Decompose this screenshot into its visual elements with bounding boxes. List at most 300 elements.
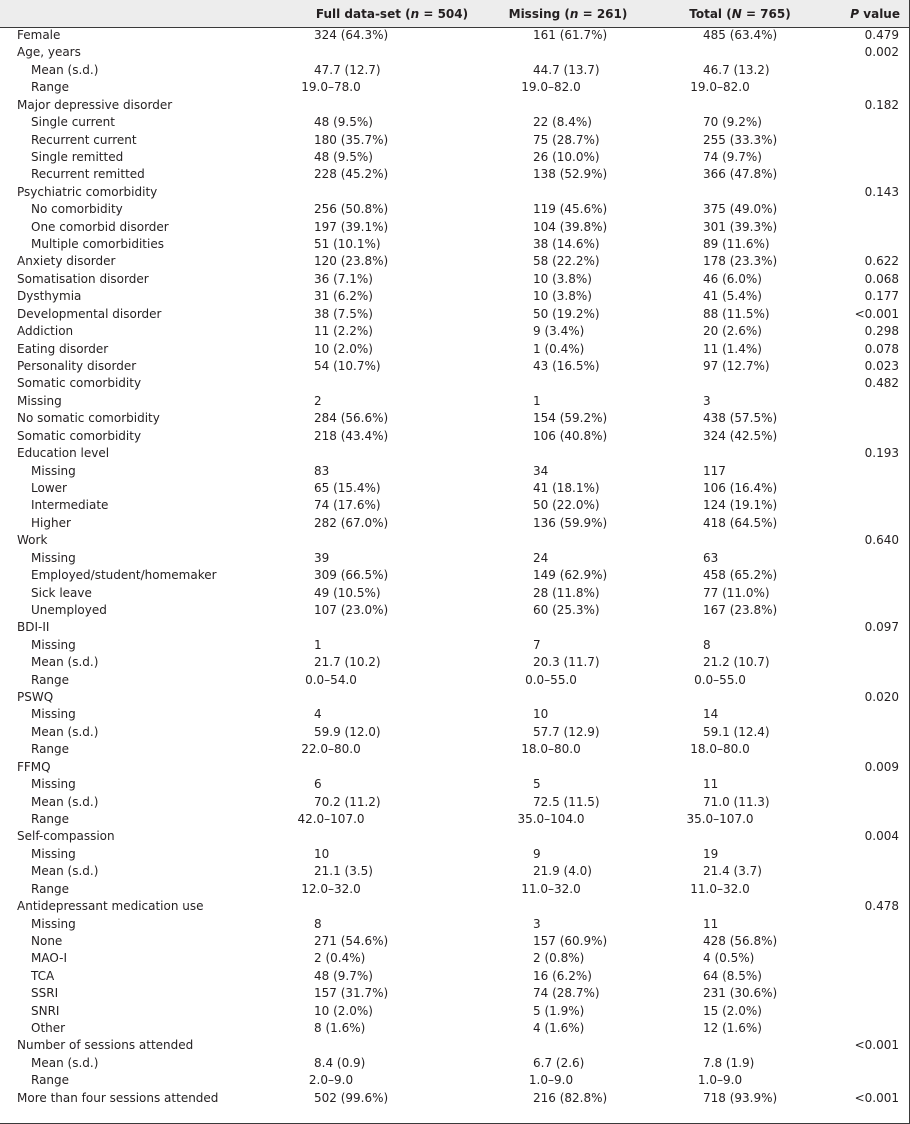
cell-missing: 75 (28.7%) [533,132,600,147]
cell-total: 97 (12.7%) [703,359,770,374]
cell-p-value: 0.182 [864,97,899,112]
cell-full-dataset: 10 (2.0%) [314,341,373,356]
cell-missing: 28 (11.8%) [533,585,600,600]
row-label: Somatic comorbidity [17,428,142,443]
row-label: Anxiety disorder [17,254,116,269]
cell-total: 117 [703,463,726,478]
cell-missing: 3 [533,916,541,931]
row-label: No somatic comorbidity [17,411,160,426]
row-label: No comorbidity [31,202,123,217]
row-label: Age, years [17,45,81,60]
table-row [0,1072,909,1089]
cell-full-dataset: 19.0–78.0 [301,80,361,95]
cell-total: 70 (9.2%) [703,115,762,130]
table-row [0,898,909,915]
table-row [0,184,909,201]
cell-p-value: 0.177 [864,289,899,304]
cell-total: 7.8 (1.9) [703,1055,755,1070]
cell-full-dataset: 65 (15.4%) [314,480,381,495]
table-row [0,794,909,811]
header-missing-suffix: = 261) [578,7,628,21]
cell-full-dataset: 48 (9.5%) [314,149,373,164]
row-label: Self-compassion [17,829,115,844]
row-label: Range [31,80,70,95]
cell-total: 89 (11.6%) [703,237,770,252]
cell-full-dataset: 0.0–54.0 [305,672,357,687]
cell-full-dataset: 8 (1.6%) [314,1021,366,1036]
cell-missing: 50 (22.0%) [533,498,600,513]
table-row [0,550,909,567]
table-row [0,219,909,236]
cell-p-value: 0.097 [864,620,899,635]
cell-full-dataset: 2 (0.4%) [314,951,366,966]
cell-full-dataset: 39 [314,550,330,565]
header-total-suffix: = 765) [741,7,791,21]
cell-total: 41 (5.4%) [703,289,762,304]
cell-total: 3 [703,393,711,408]
cell-missing: 44.7 (13.7) [533,62,600,77]
table-row [0,253,909,270]
cell-total: 11 (1.4%) [703,341,762,356]
table-row [0,759,909,776]
cell-missing: 136 (59.9%) [533,515,608,530]
cell-total: 15 (2.0%) [703,1003,762,1018]
cell-full-dataset: 8 [314,916,322,931]
cell-missing: 157 (60.9%) [533,933,608,948]
table-row [0,79,909,96]
table-row [0,1090,909,1107]
cell-missing: 154 (59.2%) [533,411,608,426]
cell-total: 63 [703,550,719,565]
table-row [0,1003,909,1020]
column-header-p-value [850,6,900,22]
row-label: Missing [31,916,76,931]
cell-missing: 34 [533,463,549,478]
table-row [0,585,909,602]
row-label: Missing [31,846,76,861]
cell-full-dataset: 31 (6.2%) [314,289,373,304]
cell-full-dataset: 12.0–32.0 [301,881,361,896]
table-row [0,776,909,793]
table-row [0,201,909,218]
cell-missing: 1 (0.4%) [533,341,585,356]
table-row [0,567,909,584]
cell-missing: 5 [533,777,541,792]
cell-total: 11 [703,916,719,931]
header-total-n-symbol: N [731,7,742,21]
header-missing-prefix: Missing ( [508,7,570,21]
cell-total: 74 (9.7%) [703,149,762,164]
row-label: Mean (s.d.) [31,724,99,739]
cell-full-dataset: 48 (9.7%) [314,968,373,983]
row-label: Major depressive disorder [17,97,173,112]
cell-missing: 1 [533,393,541,408]
table-header [0,0,909,27]
row-label: Single current [31,115,115,130]
cell-missing: 7 [533,637,541,652]
cell-missing: 50 (19.2%) [533,306,600,321]
row-label: Recurrent remitted [31,167,145,182]
row-label: FFMQ [17,759,51,774]
table-row [0,27,909,44]
row-label: Dysthymia [17,289,82,304]
cell-full-dataset: 70.2 (11.2) [314,794,381,809]
header-total-prefix: Total ( [689,7,732,21]
cell-full-dataset: 22.0–80.0 [301,742,361,757]
table-row [0,654,909,671]
table-row [0,358,909,375]
cell-p-value: 0.478 [864,899,899,914]
table-row [0,985,909,1002]
table-row [0,375,909,392]
cell-full-dataset: 2.0–9.0 [308,1073,354,1088]
cell-p-value: 0.078 [864,341,899,356]
cell-total: 324 (42.5%) [703,428,778,443]
row-label: Somatisation disorder [17,271,149,286]
cell-missing: 43 (16.5%) [533,359,600,374]
cell-missing: 58 (22.2%) [533,254,600,269]
table-row [0,428,909,445]
cell-full-dataset: 107 (23.0%) [314,602,389,617]
cell-full-dataset: 11 (2.2%) [314,324,373,339]
cell-p-value: 0.482 [864,376,899,391]
cell-full-dataset: 42.0–107.0 [297,811,365,826]
table-row [0,637,909,654]
row-label: Missing [17,393,62,408]
table-row [0,1020,909,1037]
cell-full-dataset: 284 (56.6%) [314,411,389,426]
cell-full-dataset: 218 (43.4%) [314,428,389,443]
cell-p-value: 0.020 [864,690,899,705]
cell-p-value: 0.479 [864,28,899,42]
cell-total: 19.0–82.0 [690,80,750,95]
table-row [0,689,909,706]
cell-total: 458 (65.2%) [703,568,778,583]
table-row [0,306,909,323]
table-row [0,445,909,462]
row-label: Antidepressant medication use [17,899,204,914]
row-label: Unemployed [31,602,107,617]
cell-missing: 35.0–104.0 [517,811,585,826]
row-label: Missing [31,550,76,565]
column-header-total [672,6,808,22]
cell-full-dataset: 54 (10.7%) [314,359,381,374]
cell-full-dataset: 502 (99.6%) [314,1090,389,1105]
row-label: One comorbid disorder [31,219,169,234]
row-label: Developmental disorder [17,306,162,321]
table-row [0,114,909,131]
table-row [0,515,909,532]
cell-p-value: <0.001 [854,1038,899,1053]
cell-missing: 106 (40.8%) [533,428,608,443]
cell-full-dataset: 180 (35.7%) [314,132,389,147]
cell-missing: 74 (28.7%) [533,986,600,1001]
cell-total: 167 (23.8%) [703,602,778,617]
header-full-suffix: = 504) [419,7,469,21]
cell-total: 106 (16.4%) [703,480,778,495]
cell-total: 0.0–55.0 [694,672,746,687]
cell-total: 8 [703,637,711,652]
row-label: Psychiatric comorbidity [17,184,158,199]
table-row [0,968,909,985]
row-label: Sick leave [31,585,92,600]
row-label: BDI-II [17,620,50,635]
cell-missing: 38 (14.6%) [533,237,600,252]
cell-p-value: 0.004 [864,829,899,844]
cell-total: 46.7 (13.2) [703,62,770,77]
table-row [0,132,909,149]
table-row [0,863,909,880]
cell-total: 428 (56.8%) [703,933,778,948]
table-row [0,323,909,340]
cell-p-value: 0.640 [864,533,899,548]
table-row [0,706,909,723]
cell-total: 46 (6.0%) [703,271,762,286]
cell-missing: 1.0–9.0 [528,1073,574,1088]
cell-missing: 19.0–82.0 [521,80,581,95]
row-label: Recurrent current [31,132,137,147]
cell-full-dataset: 197 (39.1%) [314,219,389,234]
cell-total: 178 (23.3%) [703,254,778,269]
cell-missing: 72.5 (11.5) [533,794,600,809]
table-row [0,846,909,863]
row-label: Missing [31,637,76,652]
table-row [0,828,909,845]
cell-missing: 21.9 (4.0) [533,864,592,879]
cell-full-dataset: 6 [314,777,322,792]
row-label: Other [31,1021,66,1036]
cell-total: 418 (64.5%) [703,515,778,530]
table-row [0,480,909,497]
table-row [0,672,909,689]
row-label: Eating disorder [17,341,109,356]
row-label: PSWQ [17,690,54,705]
cell-full-dataset: 120 (23.8%) [314,254,389,269]
table-row [0,288,909,305]
table-row [0,97,909,114]
row-label: Addiction [17,324,74,339]
table-row [0,881,909,898]
cell-total: 21.2 (10.7) [703,655,770,670]
cell-total: 11.0–32.0 [690,881,750,896]
cell-missing: 10 (3.8%) [533,271,592,286]
row-label: Intermediate [31,498,109,513]
row-label: Mean (s.d.) [31,62,99,77]
table-row [0,497,909,514]
cell-missing: 104 (39.8%) [533,219,608,234]
table-row [0,950,909,967]
table-row [0,602,909,619]
cell-total: 124 (19.1%) [703,498,778,513]
cell-p-value: 0.023 [864,359,899,374]
cell-total: 718 (93.9%) [703,1090,778,1105]
table-row [0,410,909,427]
cell-total: 64 (8.5%) [703,968,762,983]
cell-missing: 57.7 (12.9) [533,724,600,739]
cell-missing: 9 [533,846,541,861]
cell-p-value: <0.001 [854,1090,899,1105]
table-row [0,741,909,758]
header-missing-n-symbol: n [569,7,579,21]
column-header-missing [500,6,636,22]
cell-missing: 22 (8.4%) [533,115,592,130]
cell-total: 301 (39.3%) [703,219,778,234]
header-p-suffix: value [859,7,900,21]
table-row [0,532,909,549]
cell-total: 12 (1.6%) [703,1021,762,1036]
table-row [0,236,909,253]
cell-full-dataset: 47.7 (12.7) [314,62,381,77]
cell-missing: 119 (45.6%) [533,202,608,217]
column-header-full-dataset [281,6,503,22]
table-row [0,166,909,183]
cell-full-dataset: 4 [314,707,322,722]
row-label: Range [31,672,70,687]
cell-p-value: 0.002 [864,45,899,60]
cell-missing: 216 (82.8%) [533,1090,608,1105]
row-label: Work [17,533,48,548]
cell-full-dataset: 74 (17.6%) [314,498,381,513]
row-label: Mean (s.d.) [31,1055,99,1070]
row-label: Number of sessions attended [17,1038,194,1053]
cell-total: 4 (0.5%) [703,951,755,966]
cell-missing: 26 (10.0%) [533,149,600,164]
row-label: Missing [31,707,76,722]
cell-full-dataset: 228 (45.2%) [314,167,389,182]
cell-full-dataset: 1 [314,637,322,652]
row-label: Missing [31,777,76,792]
cell-missing: 2 (0.8%) [533,951,585,966]
cell-full-dataset: 36 (7.1%) [314,271,373,286]
cell-missing: 161 (61.7%) [533,28,608,42]
cell-full-dataset: 51 (10.1%) [314,237,381,252]
cell-p-value: 0.193 [864,446,899,461]
cell-full-dataset: 59.9 (12.0) [314,724,381,739]
row-label: Lower [31,480,67,495]
table-row [0,1055,909,1072]
row-label: Multiple comorbidities [31,237,164,252]
header-full-prefix: Full data-set ( [315,7,411,21]
cell-missing: 138 (52.9%) [533,167,608,182]
table-row [0,463,909,480]
cell-full-dataset: 282 (67.0%) [314,515,389,530]
cell-missing: 20.3 (11.7) [533,655,600,670]
cell-total: 485 (63.4%) [703,28,778,42]
table-row [0,1037,909,1054]
cell-total: 255 (33.3%) [703,132,778,147]
cell-total: 14 [703,707,719,722]
row-label: TCA [31,968,55,983]
cell-total: 21.4 (3.7) [703,864,762,879]
row-label: More than four sessions attended [17,1090,219,1105]
row-label: Mean (s.d.) [31,794,99,809]
cell-total: 19 [703,846,719,861]
cell-p-value: <0.001 [854,306,899,321]
cell-full-dataset: 38 (7.5%) [314,306,373,321]
cell-p-value: 0.068 [864,271,899,286]
cell-missing: 24 [533,550,549,565]
cell-full-dataset: 21.7 (10.2) [314,655,381,670]
cell-full-dataset: 256 (50.8%) [314,202,389,217]
table-row [0,44,909,61]
row-label: Range [31,742,70,757]
cell-missing: 9 (3.4%) [533,324,585,339]
cell-total: 11 [703,777,719,792]
row-label: MAO-I [31,951,67,966]
cell-total: 77 (11.0%) [703,585,770,600]
cell-missing: 18.0–80.0 [521,742,581,757]
cell-total: 438 (57.5%) [703,411,778,426]
cell-p-value: 0.622 [864,254,899,269]
cell-total: 18.0–80.0 [690,742,750,757]
cell-full-dataset: 10 (2.0%) [314,1003,373,1018]
table-row [0,341,909,358]
table-row [0,916,909,933]
cell-full-dataset: 271 (54.6%) [314,933,389,948]
table-row [0,149,909,166]
cell-total: 35.0–107.0 [686,811,754,826]
row-label: Education level [17,446,110,461]
row-label: SNRI [31,1003,60,1018]
cell-missing: 0.0–55.0 [525,672,577,687]
table-row [0,724,909,741]
row-label: Single remitted [31,149,124,164]
cell-full-dataset: 8.4 (0.9) [314,1055,366,1070]
cell-p-value: 0.143 [864,184,899,199]
cell-missing: 6.7 (2.6) [533,1055,585,1070]
table-row [0,619,909,636]
cell-full-dataset: 2 [314,393,322,408]
cell-missing: 60 (25.3%) [533,602,600,617]
cell-total: 71.0 (11.3) [703,794,770,809]
table-row [0,393,909,410]
cell-full-dataset: 83 [314,463,330,478]
cell-missing: 4 (1.6%) [533,1021,585,1036]
cell-missing: 5 (1.9%) [533,1003,585,1018]
table-row [0,811,909,828]
cell-total: 231 (30.6%) [703,986,778,1001]
row-label: None [31,933,63,948]
row-label: SSRI [31,986,59,1001]
cell-missing: 41 (18.1%) [533,480,600,495]
row-label: Somatic comorbidity [17,376,142,391]
row-label: Range [31,1073,70,1088]
cell-total: 20 (2.6%) [703,324,762,339]
row-label: Female [17,28,61,42]
row-label: Higher [31,515,71,530]
cell-p-value: 0.298 [864,324,899,339]
table-row [0,271,909,288]
row-label: Personality disorder [17,359,137,374]
cell-missing: 149 (62.9%) [533,568,608,583]
cell-missing: 10 (3.8%) [533,289,592,304]
cell-total: 88 (11.5%) [703,306,770,321]
cell-total: 1.0–9.0 [697,1073,743,1088]
cell-p-value: 0.009 [864,759,899,774]
row-label: Mean (s.d.) [31,655,99,670]
cell-missing: 16 (6.2%) [533,968,592,983]
cell-full-dataset: 309 (66.5%) [314,568,389,583]
cell-full-dataset: 21.1 (3.5) [314,864,373,879]
cell-total: 366 (47.8%) [703,167,778,182]
cell-full-dataset: 49 (10.5%) [314,585,381,600]
cell-full-dataset: 48 (9.5%) [314,115,373,130]
cell-total: 59.1 (12.4) [703,724,770,739]
row-label: Employed/student/homemaker [31,568,217,583]
header-p-symbol: P [850,7,860,21]
row-label: Mean (s.d.) [31,864,99,879]
table-row [0,933,909,950]
